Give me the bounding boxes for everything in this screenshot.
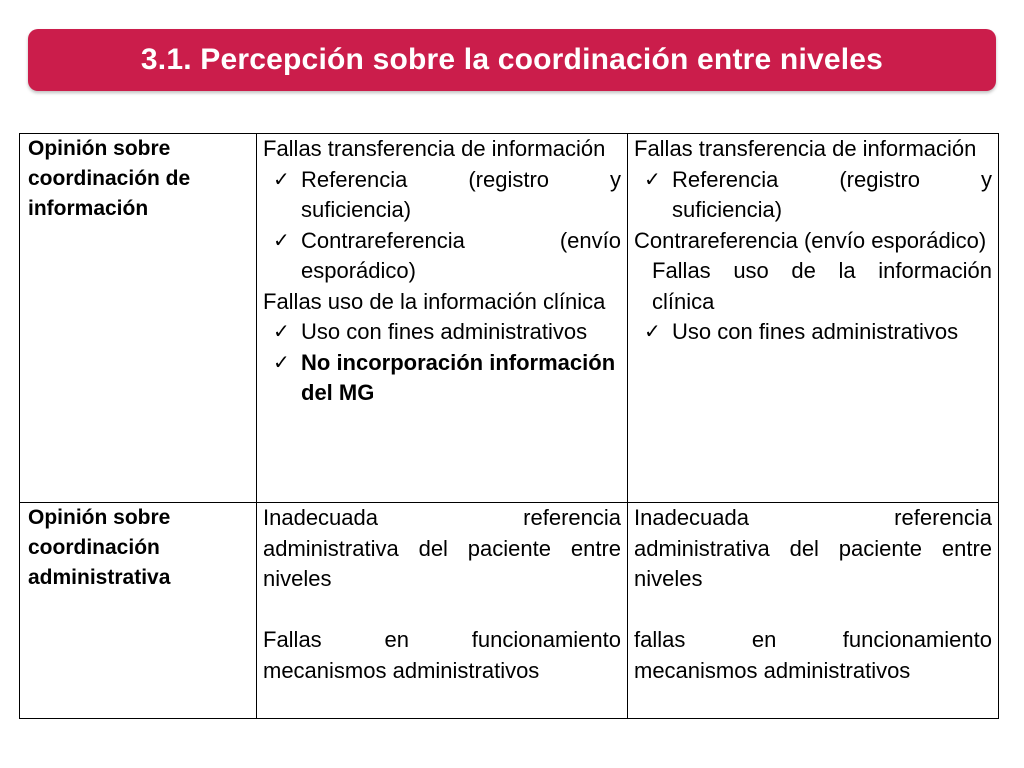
cell-content — [628, 503, 998, 686]
list-item — [263, 165, 621, 226]
cell-paragraph: Fallas en funcionamiento mecanismos administrativos — [263, 627, 621, 683]
list-item — [263, 317, 621, 348]
title-banner — [28, 29, 996, 91]
cell-paragraph: Fallas uso de la información clínica — [652, 258, 992, 314]
row-header-line: coordinación — [28, 536, 160, 559]
cell-paragraph: Inadecuada referencia administrativa del paciente entre niveles — [263, 505, 621, 591]
check-list — [263, 317, 621, 409]
row-header-line: Opinión sobre — [28, 137, 171, 160]
spacer — [263, 595, 621, 626]
row-header-cell — [20, 503, 257, 719]
row-header-line: administrativa — [28, 566, 171, 589]
row-header-cell — [20, 134, 257, 503]
checkmark-icon: ✓ — [273, 168, 290, 191]
checkmark-icon: ✓ — [644, 168, 661, 191]
table-cell — [257, 134, 628, 503]
list-item-text: Uso con fines administrativos — [672, 319, 959, 344]
cell-paragraph: Fallas transferencia de información — [634, 136, 977, 161]
list-item — [263, 226, 621, 287]
list-item — [634, 165, 992, 226]
table-cell — [257, 503, 628, 719]
table-row — [20, 134, 999, 503]
cell-paragraph: fallas en funcionamiento mecanismos administrativos — [634, 627, 992, 683]
check-list — [634, 317, 992, 348]
checkmark-icon: ✓ — [273, 321, 290, 343]
cell-paragraph: Contrareferencia (envío esporádico) — [634, 227, 987, 253]
table-cell — [628, 134, 999, 503]
check-list — [263, 165, 621, 287]
checkmark-icon: ✓ — [273, 229, 290, 252]
spacer — [634, 595, 992, 626]
list-item — [634, 317, 992, 348]
page-title: 3.1. Percepción sobre la coordinación entre niveles — [140, 43, 884, 76]
cell-content — [257, 503, 627, 686]
cell-paragraph: Fallas uso de la información clínica — [263, 288, 606, 314]
checkmark-icon: ✓ — [644, 321, 661, 343]
row-header-line: información — [28, 197, 149, 220]
table-row — [20, 503, 999, 719]
list-item — [263, 348, 621, 409]
row-header-line: coordinación de — [28, 167, 191, 190]
list-item-text: No incorporación información del MG — [301, 349, 616, 405]
list-item-text: Uso con fines administrativos — [301, 319, 588, 344]
check-list — [634, 165, 992, 226]
row-header — [20, 134, 256, 224]
table-cell — [628, 503, 999, 719]
list-item-text: Referencia (registro y suficiencia) — [301, 166, 621, 222]
row-header — [20, 503, 256, 593]
checkmark-icon: ✓ — [273, 351, 290, 374]
cell-content — [257, 134, 627, 409]
list-item-text: Contrareferencia (envío esporádico) — [301, 227, 621, 283]
cell-paragraph: Fallas transferencia de información — [263, 136, 606, 161]
list-item-text: Referencia (registro y suficiencia) — [672, 166, 992, 222]
cell-paragraph: Inadecuada referencia administrativa del paciente entre niveles — [634, 505, 992, 591]
cell-content — [628, 134, 998, 348]
coordination-table — [19, 133, 999, 719]
row-header-line: Opinión sobre — [28, 506, 171, 529]
